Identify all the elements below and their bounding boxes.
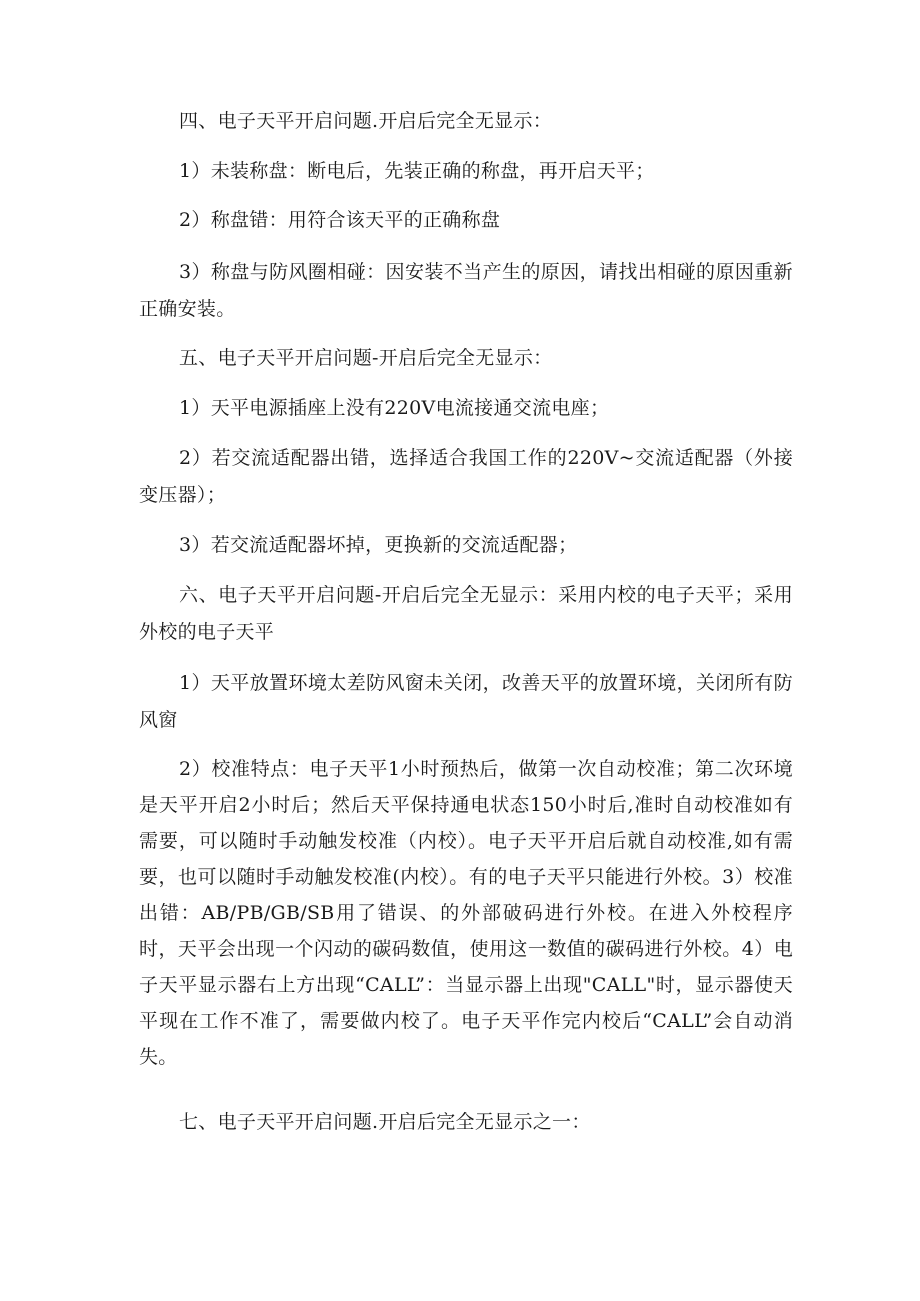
list-item: 1）未装称盘：断电后，先装正确的称盘，再开启天平；	[179, 160, 655, 182]
list-item: 2）若交流适配器出错，选择适合我国工作的220V~交流适配器（外接变压器）；	[139, 447, 793, 506]
list-item: 2）称盘错：用符合该天平的正确称盘	[179, 209, 501, 231]
list-item: 1）天平电源插座上没有220V电流接通交流电座；	[179, 397, 610, 419]
list-item: 1）天平放置环境太差防风窗未关闭，改善天平的放置环境，关闭所有防风窗	[139, 672, 793, 731]
section-heading-4: 四、电子天平开启问题.开启后完全无显示：	[179, 110, 553, 132]
section-heading-5: 五、电子天平开启问题-开启后完全无显示：	[179, 347, 553, 369]
list-item: 3）若交流适配器坏掉，更换新的交流适配器；	[179, 534, 578, 556]
section-heading-6: 六、电子天平开启问题-开启后完全无显示：采用内校的电子天平；采用外校的电子天平	[139, 584, 793, 643]
calibration-paragraph: 2）校准特点：电子天平1小时预热后，做第一次自动校准；第二次环境是天平开启2小时后；然后天平保持通电状态150小时后,准时自动校准如有需要，可以随时手动触发校准（内校）。电子天平开启后就自动校准,如有需要，也可以随时手动触发校准(内校）。有的电子天平只能进行外校。3）校准出错：AB/PB/GB/SB用了错误、的外部破码进行外校。在进入外校程序时，天平会出现一个闪动的碳码数值，使用这一数值的碳码进行外校。4）电子天平显示器右上方出现“CALL”：当显示器上出现"CALL"时，显示器使天平现在工作不准了，需要做内校了。电子天平作完内校后“CALL”会自动消失。	[139, 758, 793, 1068]
list-item: 3）称盘与防风圈相碰：因安装不当产生的原因，请找出相碰的原因重新正确安装。	[139, 261, 793, 320]
section-heading-7: 七、电子天平开启问题.开启后完全无显示之一：	[179, 1111, 591, 1133]
